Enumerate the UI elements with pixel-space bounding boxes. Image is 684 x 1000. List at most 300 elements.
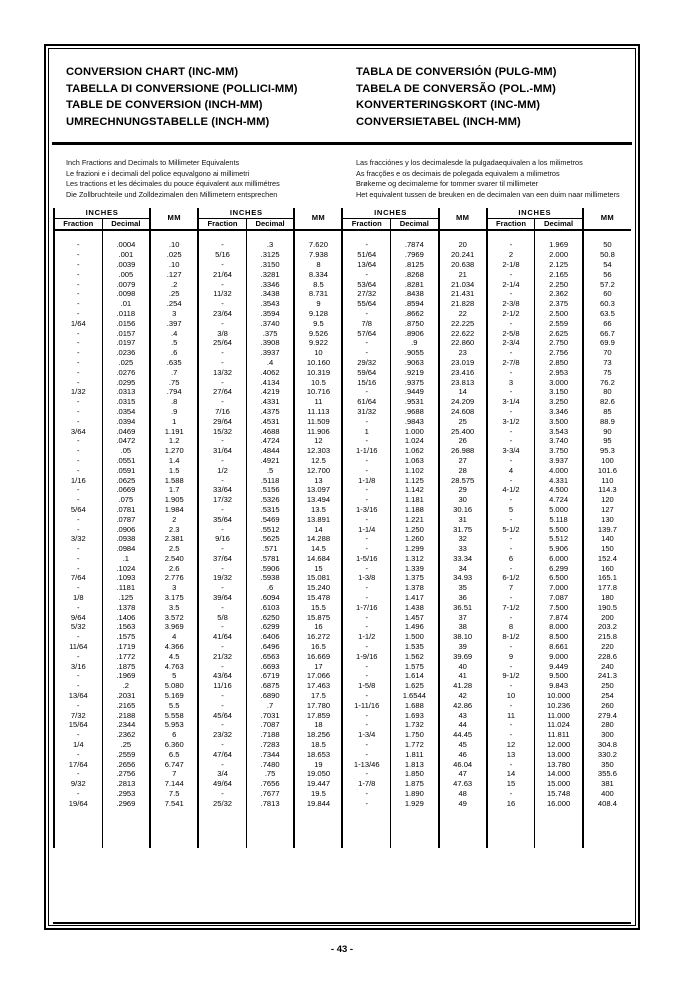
table-filler-cell <box>246 838 294 848</box>
cell-fraction: 3/8 <box>198 329 246 339</box>
table-filler-cell <box>342 809 390 819</box>
table-row <box>54 740 631 750</box>
table-row <box>54 456 631 466</box>
cell-decimal: 5.500 <box>535 525 583 535</box>
cell-mm: 15 <box>294 564 342 574</box>
table-spacer-cell <box>342 230 390 241</box>
cell-fraction: - <box>487 730 535 740</box>
cell-fraction: - <box>487 544 535 554</box>
cell-fraction: - <box>198 525 246 535</box>
cell-mm: 100 <box>583 456 631 466</box>
table-filler-cell <box>583 809 631 819</box>
cell-mm: 45 <box>439 740 487 750</box>
cell-mm: 13 <box>294 476 342 486</box>
cell-mm: 60.3 <box>583 299 631 309</box>
table-spacer-cell <box>294 230 342 241</box>
table-filler-cell <box>535 838 583 848</box>
cell-decimal: .5326 <box>246 495 294 505</box>
cell-decimal: .3908 <box>246 338 294 348</box>
cell-decimal: .8125 <box>391 260 439 270</box>
cell-decimal: 2.625 <box>535 329 583 339</box>
cell-mm: 12.303 <box>294 446 342 456</box>
cell-mm: 190.5 <box>583 603 631 613</box>
cell-decimal: .0157 <box>102 329 150 339</box>
cell-decimal: 3.740 <box>535 436 583 446</box>
cell-mm: 4 <box>150 632 198 642</box>
table-row <box>54 417 631 427</box>
cell-mm: 46 <box>439 750 487 760</box>
cell-decimal: .3281 <box>246 270 294 280</box>
cell-mm: 20.241 <box>439 250 487 260</box>
cell-fraction: - <box>487 662 535 672</box>
table-row <box>54 319 631 329</box>
page-frame <box>44 44 640 930</box>
table-filler-cell <box>439 818 487 828</box>
table-filler-row <box>54 828 631 838</box>
cell-mm: 220 <box>583 642 631 652</box>
table-filler-cell <box>535 809 583 819</box>
conversion-table-wrap <box>53 208 631 922</box>
cell-fraction: - <box>198 348 246 358</box>
cell-mm: 22.860 <box>439 338 487 348</box>
cell-decimal: .2344 <box>102 720 150 730</box>
cell-mm: 200 <box>583 613 631 623</box>
cell-decimal: .0551 <box>102 456 150 466</box>
table-filler-cell <box>294 828 342 838</box>
cell-fraction: - <box>487 642 535 652</box>
cell-decimal: 1.750 <box>391 730 439 740</box>
cell-mm: .127 <box>150 270 198 280</box>
cell-fraction: 9 <box>487 652 535 662</box>
cell-decimal: .9375 <box>391 378 439 388</box>
cell-decimal: .9688 <box>391 407 439 417</box>
cell-decimal: .3150 <box>246 260 294 270</box>
cell-decimal: .7 <box>246 701 294 711</box>
cell-fraction: 1/2 <box>198 466 246 476</box>
cell-fraction: - <box>54 289 102 299</box>
table-row <box>54 652 631 662</box>
table-row <box>54 240 631 250</box>
header-decimal-3: Decimal <box>391 218 439 229</box>
cell-mm: 90 <box>583 427 631 437</box>
table-spacer-cell <box>535 230 583 241</box>
cell-decimal: .5938 <box>246 573 294 583</box>
cell-mm: 20 <box>439 240 487 250</box>
cell-fraction: 53/64 <box>342 280 390 290</box>
cell-mm: 7.5 <box>150 789 198 799</box>
cell-decimal: .1 <box>102 554 150 564</box>
cell-fraction: 8 <box>487 622 535 632</box>
cell-fraction: 55/64 <box>342 299 390 309</box>
cell-fraction: - <box>54 456 102 466</box>
header-inches-4: INCHES <box>487 208 583 218</box>
cell-decimal: 13.000 <box>535 750 583 760</box>
cell-mm: 8 <box>294 260 342 270</box>
cell-mm: 203.2 <box>583 622 631 632</box>
cell-fraction: 1-1/16 <box>342 446 390 456</box>
cell-decimal: 1.575 <box>391 662 439 672</box>
cell-fraction: 5/16 <box>198 250 246 260</box>
cell-fraction: 7 <box>487 583 535 593</box>
cell-mm: 48 <box>439 789 487 799</box>
cell-mm: 228.6 <box>583 652 631 662</box>
title-line: TABELA DE CONVERSÃO (POL.-MM) <box>356 82 556 95</box>
cell-mm: 15.240 <box>294 583 342 593</box>
cell-mm: .6 <box>150 348 198 358</box>
cell-fraction: - <box>342 240 390 250</box>
cell-fraction: - <box>342 691 390 701</box>
cell-decimal: .5906 <box>246 564 294 574</box>
cell-decimal: 3.250 <box>535 397 583 407</box>
cell-mm: 177.8 <box>583 583 631 593</box>
cell-decimal: .2188 <box>102 711 150 721</box>
cell-fraction: 9/16 <box>198 534 246 544</box>
table-row <box>54 476 631 486</box>
header-decimal-2: Decimal <box>246 218 294 229</box>
cell-mm: 13.097 <box>294 485 342 495</box>
cell-decimal: .6693 <box>246 662 294 672</box>
cell-decimal: .05 <box>102 446 150 456</box>
cell-mm: 7 <box>150 769 198 779</box>
cell-fraction: - <box>487 407 535 417</box>
table-row <box>54 799 631 809</box>
table-row <box>54 642 631 652</box>
cell-decimal: .8750 <box>391 319 439 329</box>
cell-mm: 33 <box>439 544 487 554</box>
cell-mm: 28 <box>439 466 487 476</box>
cell-fraction: - <box>342 799 390 809</box>
cell-decimal: 1.614 <box>391 671 439 681</box>
cell-decimal: 11.000 <box>535 711 583 721</box>
cell-fraction: - <box>54 240 102 250</box>
cell-mm: 16.272 <box>294 632 342 642</box>
cell-decimal: 1.438 <box>391 603 439 613</box>
cell-fraction: 1-3/4 <box>342 730 390 740</box>
cell-decimal: .9 <box>391 338 439 348</box>
cell-mm: 9.128 <box>294 309 342 319</box>
cell-fraction: - <box>54 730 102 740</box>
cell-fraction: 27/32 <box>342 289 390 299</box>
cell-decimal: .5156 <box>246 485 294 495</box>
cell-decimal: 4.331 <box>535 476 583 486</box>
cell-fraction: 1-1/2 <box>342 632 390 642</box>
cell-decimal: 15.000 <box>535 779 583 789</box>
cell-decimal: .4688 <box>246 427 294 437</box>
cell-fraction: - <box>198 544 246 554</box>
cell-fraction: - <box>487 534 535 544</box>
cell-mm: 19.5 <box>294 789 342 799</box>
cell-mm: 240 <box>583 662 631 672</box>
cell-decimal: .3594 <box>246 309 294 319</box>
cell-fraction: 13/32 <box>198 368 246 378</box>
cell-decimal: 8.661 <box>535 642 583 652</box>
table-filler-cell <box>246 818 294 828</box>
table-filler-cell <box>294 838 342 848</box>
cell-mm: 49 <box>439 799 487 809</box>
table-row <box>54 681 631 691</box>
table-spacer-cell <box>246 230 294 241</box>
cell-fraction: - <box>342 711 390 721</box>
cell-decimal: 5.000 <box>535 505 583 515</box>
cell-mm: 24.608 <box>439 407 487 417</box>
cell-decimal: 1.500 <box>391 632 439 642</box>
header-fraction-1: Fraction <box>54 218 102 229</box>
cell-mm: 22.225 <box>439 319 487 329</box>
cell-mm: 16.669 <box>294 652 342 662</box>
table-row <box>54 730 631 740</box>
table-spacer-cell <box>54 230 102 241</box>
cell-fraction: 7/16 <box>198 407 246 417</box>
cell-mm: 95 <box>583 436 631 446</box>
cell-fraction: 7/64 <box>54 573 102 583</box>
table-row <box>54 378 631 388</box>
cell-fraction: 1/8 <box>54 593 102 603</box>
table-row <box>54 358 631 368</box>
cell-decimal: 9.000 <box>535 652 583 662</box>
cell-fraction: 13/64 <box>342 260 390 270</box>
cell-mm: 6.747 <box>150 760 198 770</box>
table-filler-cell <box>342 818 390 828</box>
cell-decimal: 2.125 <box>535 260 583 270</box>
cell-fraction: - <box>54 564 102 574</box>
cell-fraction: - <box>54 397 102 407</box>
cell-fraction: - <box>198 397 246 407</box>
cell-decimal: .3125 <box>246 250 294 260</box>
title-column-left <box>66 64 342 140</box>
cell-decimal: .2362 <box>102 730 150 740</box>
cell-fraction: 3/64 <box>54 427 102 437</box>
cell-decimal: 6.299 <box>535 564 583 574</box>
cell-decimal: .6299 <box>246 622 294 632</box>
cell-mm: 39.69 <box>439 652 487 662</box>
title-block <box>52 54 632 140</box>
cell-decimal: 1.850 <box>391 769 439 779</box>
cell-decimal: .0295 <box>102 378 150 388</box>
table-filler-cell <box>102 828 150 838</box>
cell-fraction: - <box>342 309 390 319</box>
cell-decimal: .0625 <box>102 476 150 486</box>
cell-fraction: 1-13/46 <box>342 760 390 770</box>
cell-decimal: .2813 <box>102 779 150 789</box>
cell-decimal: .7283 <box>246 740 294 750</box>
header-decimal-4: Decimal <box>535 218 583 229</box>
cell-fraction: 19/32 <box>198 573 246 583</box>
cell-mm: 5 <box>150 671 198 681</box>
cell-mm: 17.5 <box>294 691 342 701</box>
cell-decimal: 1.929 <box>391 799 439 809</box>
cell-mm: 23.813 <box>439 378 487 388</box>
cell-decimal: .3346 <box>246 280 294 290</box>
cell-decimal: .2656 <box>102 760 150 770</box>
title-line: TABLA DE CONVERSIÓN (PULG-MM) <box>356 66 557 78</box>
title-line: KONVERTERINGSKORT (INC-MM) <box>356 99 541 111</box>
cell-mm: 7.938 <box>294 250 342 260</box>
cell-decimal: .0984 <box>102 544 150 554</box>
cell-decimal: 7.087 <box>535 593 583 603</box>
cell-mm: 10.319 <box>294 368 342 378</box>
cell-fraction: 23/32 <box>198 730 246 740</box>
cell-decimal: .6719 <box>246 671 294 681</box>
cell-fraction: - <box>342 338 390 348</box>
cell-mm: 26 <box>439 436 487 446</box>
cell-decimal: 1.375 <box>391 573 439 583</box>
cell-decimal: .0354 <box>102 407 150 417</box>
cell-decimal: .1406 <box>102 613 150 623</box>
cell-decimal: .0004 <box>102 240 150 250</box>
cell-decimal: .2 <box>102 681 150 691</box>
cell-decimal: 1.260 <box>391 534 439 544</box>
table-row <box>54 280 631 290</box>
cell-mm: 400 <box>583 789 631 799</box>
cell-mm: 23.019 <box>439 358 487 368</box>
cell-decimal: .9449 <box>391 387 439 397</box>
cell-fraction: - <box>54 769 102 779</box>
cell-decimal: .1719 <box>102 642 150 652</box>
cell-mm: 280 <box>583 720 631 730</box>
table-row <box>54 387 631 397</box>
cell-decimal: .7344 <box>246 750 294 760</box>
cell-decimal: .075 <box>102 495 150 505</box>
cell-fraction: 6-1/2 <box>487 573 535 583</box>
table-row <box>54 368 631 378</box>
header-mm-4: MM <box>583 208 631 230</box>
cell-mm: 1.984 <box>150 505 198 515</box>
cell-fraction: - <box>342 613 390 623</box>
cell-decimal: .01 <box>102 299 150 309</box>
cell-decimal: .0906 <box>102 525 150 535</box>
cell-fraction: - <box>487 240 535 250</box>
cell-decimal: .1563 <box>102 622 150 632</box>
cell-fraction: - <box>198 662 246 672</box>
cell-fraction: - <box>342 466 390 476</box>
cell-decimal: .0313 <box>102 387 150 397</box>
cell-decimal: .8281 <box>391 280 439 290</box>
cell-mm: 165.1 <box>583 573 631 583</box>
table-row <box>54 750 631 760</box>
cell-mm: 15.081 <box>294 573 342 583</box>
cell-fraction: - <box>342 534 390 544</box>
table-row <box>54 701 631 711</box>
cell-decimal: .8268 <box>391 270 439 280</box>
cell-decimal: 5.118 <box>535 515 583 525</box>
cell-fraction: - <box>54 338 102 348</box>
cell-mm: 5.953 <box>150 720 198 730</box>
cell-mm: 101.6 <box>583 466 631 476</box>
cell-mm: 60 <box>583 289 631 299</box>
cell-mm: 130 <box>583 515 631 525</box>
table-row <box>54 544 631 554</box>
table-row <box>54 446 631 456</box>
cell-fraction: - <box>342 387 390 397</box>
cell-fraction: 2 <box>487 250 535 260</box>
cell-mm: 3 <box>150 583 198 593</box>
table-filler-cell <box>102 809 150 819</box>
cell-fraction: - <box>198 622 246 632</box>
cell-decimal: 1.875 <box>391 779 439 789</box>
cell-fraction: 21/32 <box>198 652 246 662</box>
cell-decimal: 1.496 <box>391 622 439 632</box>
cell-decimal: 1.732 <box>391 720 439 730</box>
cell-fraction: 41/64 <box>198 632 246 642</box>
cell-mm: 18.653 <box>294 750 342 760</box>
cell-fraction: 1/64 <box>54 319 102 329</box>
cell-decimal: 1.000 <box>391 427 439 437</box>
table-filler-cell <box>439 809 487 819</box>
cell-fraction: 7/8 <box>342 319 390 329</box>
cell-mm: .75 <box>150 378 198 388</box>
cell-mm: .254 <box>150 299 198 309</box>
cell-mm: 85 <box>583 407 631 417</box>
cell-mm: 28.575 <box>439 476 487 486</box>
cell-decimal: 11.811 <box>535 730 583 740</box>
table-row <box>54 711 631 721</box>
cell-mm: 11.906 <box>294 427 342 437</box>
table-filler-cell <box>246 828 294 838</box>
cell-decimal: .571 <box>246 544 294 554</box>
cell-decimal: 7.874 <box>535 613 583 623</box>
cell-fraction: - <box>487 270 535 280</box>
table-row <box>54 789 631 799</box>
cell-fraction: 23/64 <box>198 309 246 319</box>
cell-decimal: .0156 <box>102 319 150 329</box>
cell-decimal: 2.850 <box>535 358 583 368</box>
cell-mm: 66.7 <box>583 329 631 339</box>
cell-decimal: .3 <box>246 240 294 250</box>
cell-fraction: 29/32 <box>342 358 390 368</box>
table-filler-row <box>54 818 631 828</box>
conversion-table <box>53 208 631 848</box>
subtitle-line: Die Zollbruchteile und Zolldezimalen den Millimetern entsprechen <box>66 189 278 199</box>
table-row <box>54 338 631 348</box>
cell-fraction: - <box>198 476 246 486</box>
cell-fraction: 1-5/8 <box>342 681 390 691</box>
table-filler-cell <box>150 838 198 848</box>
cell-fraction: - <box>54 583 102 593</box>
table-row <box>54 769 631 779</box>
cell-decimal: 1.188 <box>391 505 439 515</box>
cell-fraction: 1-7/8 <box>342 779 390 789</box>
cell-fraction: 15/16 <box>342 378 390 388</box>
cell-fraction: - <box>54 554 102 564</box>
cell-fraction: - <box>198 720 246 730</box>
cell-fraction: - <box>198 760 246 770</box>
cell-decimal: .0472 <box>102 436 150 446</box>
cell-decimal: 4.724 <box>535 495 583 505</box>
cell-mm: 42.86 <box>439 701 487 711</box>
table-filler-cell <box>487 809 535 819</box>
cell-decimal: .75 <box>246 769 294 779</box>
cell-fraction: 49/64 <box>198 779 246 789</box>
cell-decimal: 2.500 <box>535 309 583 319</box>
cell-mm: 80 <box>583 387 631 397</box>
cell-mm: 1.270 <box>150 446 198 456</box>
cell-decimal: 1.562 <box>391 652 439 662</box>
table-filler-cell <box>487 838 535 848</box>
table-filler-cell <box>198 818 246 828</box>
cell-fraction: 43/64 <box>198 671 246 681</box>
cell-fraction: - <box>342 348 390 358</box>
cell-fraction: 13/64 <box>54 691 102 701</box>
table-row <box>54 613 631 623</box>
table-row <box>54 779 631 789</box>
cell-decimal: .4531 <box>246 417 294 427</box>
cell-fraction: 5/32 <box>54 622 102 632</box>
table-spacer-cell <box>150 230 198 241</box>
cell-fraction: - <box>54 652 102 662</box>
cell-mm: 3.175 <box>150 593 198 603</box>
cell-mm: 2.5 <box>150 544 198 554</box>
cell-mm: 1.4 <box>150 456 198 466</box>
